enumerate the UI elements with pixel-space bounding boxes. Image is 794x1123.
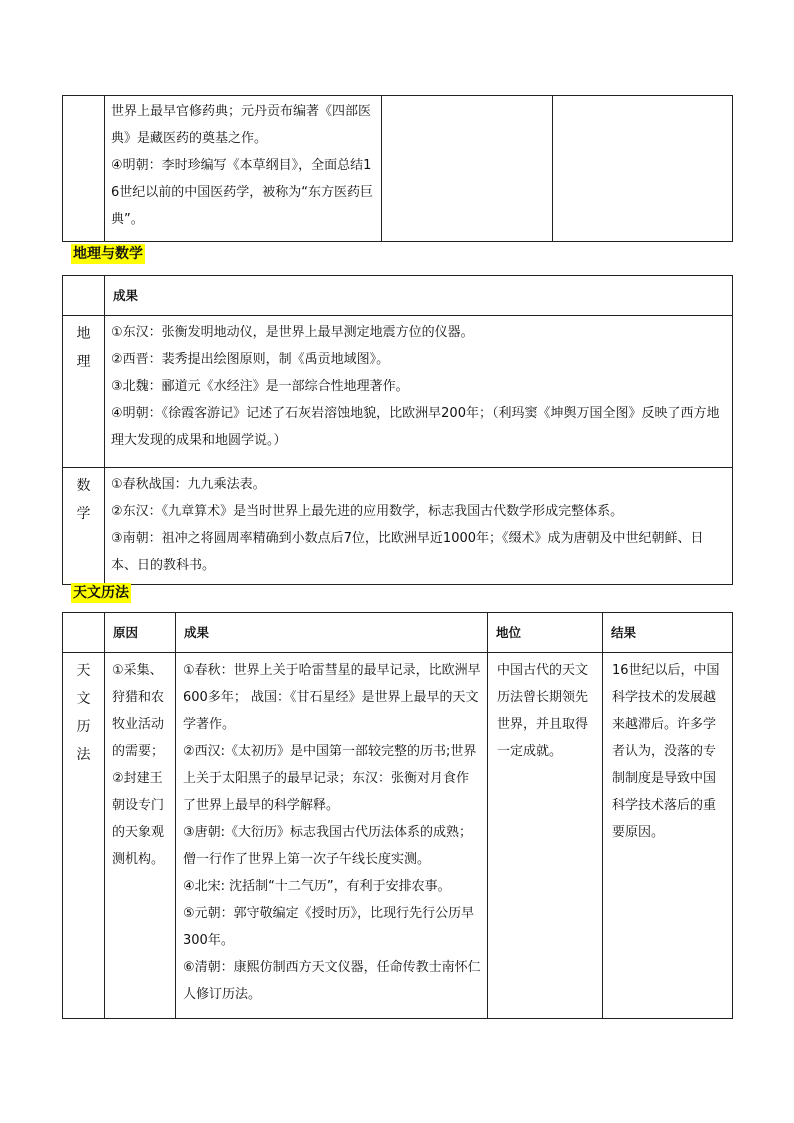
geo-math-table <box>62 275 733 585</box>
math-item: ①春秋战国：九九乘法表。 <box>111 477 266 492</box>
cause-item: ②封建王朝设专门的天象观测机构。 <box>112 771 165 867</box>
astronomy-result-cell <box>603 653 733 1019</box>
medicine-result-cell <box>553 96 733 242</box>
achievement-item: ③唐朝:《大衍历》标志我国古代历法体系的成熟；僧一行作了世界上第一次子午线长度实测。 <box>183 825 473 867</box>
geo-item: ④明朝：《徐霞客游记》记述了石灰岩溶蚀地貌，比欧洲早200年；（利玛窦《坤舆万国全图》反映了西方地理大发现的成果和地圆学说。） <box>111 406 720 448</box>
astronomy-header-blank <box>63 613 105 653</box>
geo-items-cell <box>105 316 733 468</box>
geo-item: ①东汉：张衡发明地动仪，是世界上最早测定地震方位的仪器。 <box>111 325 474 340</box>
geo-math-header-achievement: 成果 <box>105 276 733 316</box>
math-label-text: 数学 <box>76 478 91 522</box>
astronomy-header-result: 结果 <box>603 613 733 653</box>
achievement-item: ②西汉:《太初历》是中国第一部较完整的历书;世界上关于太阳黑子的最早记录；东汉：张衡对月食作了世界上最早的科学解释。 <box>183 744 477 813</box>
math-item: ③南朝：祖冲之将圆周率精确到小数点后7位，比欧洲早近1000年；《缀术》成为唐朝及中世纪朝鲜、日本、日的教科书。 <box>111 531 704 573</box>
geo-item: ②西晋：裴秀提出绘图原则，制《禹贡地域图》。 <box>111 352 390 367</box>
achievement-item: ④北宋: 沈括制“十二气历”，有利于安排农事。 <box>183 879 451 894</box>
section-title-geo-math: 地理与数学 <box>73 246 143 262</box>
result-text: 16世纪以后，中国科学技术的发展越来越滞后。许多学者认为，没落的专制制度是导致中国科学技术落后的重要原因。 <box>612 663 720 840</box>
astronomy-achievements-cell <box>176 653 488 1019</box>
astronomy-table <box>62 612 733 1019</box>
geo-math-header-blank <box>63 276 105 316</box>
astronomy-header-status: 地位 <box>488 613 603 653</box>
achievement-item: ①春秋：世界上关于哈雷彗星的最早记录，比欧洲早600多年； 战国：《甘石星经》是世界上最早的天文学著作。 <box>183 663 481 732</box>
status-text: 中国古代的天文历法曾长期领先世界，并且取得一定成就。 <box>497 663 589 759</box>
medicine-line: 世界上最早官修药典；元丹贡布编著《四部医典》是藏医药的奠基之作。 <box>111 104 372 146</box>
medicine-label-cell <box>63 96 105 242</box>
geo-label <box>63 316 105 468</box>
geo-label-text: 地理 <box>76 326 91 370</box>
medicine-achievement-cell <box>105 96 382 242</box>
astronomy-header-achievement: 成果 <box>176 613 488 653</box>
astronomy-label <box>63 653 105 1019</box>
achievement-item: ⑤元朝：郭守敬编定《授时历》，比现行先行公历早300年。 <box>183 906 475 948</box>
math-label <box>63 468 105 585</box>
math-items-cell <box>105 468 733 585</box>
astronomy-header-cause: 原因 <box>105 613 176 653</box>
section-title-astronomy: 天文历法 <box>73 585 129 601</box>
astronomy-causes-cell <box>105 653 176 1019</box>
medicine-line: ④明朝：李时珍编写《本草纲目》，全面总结16世纪以前的中国医药学，被称为“东方医药巨典”。 <box>111 158 374 227</box>
math-item: ②东汉：《九章算术》是当时世界上最先进的应用数学，标志我国古代数学形成完整体系。 <box>111 504 624 519</box>
achievement-item: ⑥清朝：康熙仿制西方天文仪器，任命传教士南怀仁人修订历法。 <box>183 960 481 1002</box>
geo-item: ③北魏：郦道元《水经注》是一部综合性地理著作。 <box>111 379 409 394</box>
cause-item: ①采集、狩猎和农牧业活动的需要； <box>112 663 165 759</box>
astronomy-label-text: 天文历法 <box>76 663 91 763</box>
astronomy-status-cell <box>488 653 603 1019</box>
medicine-table <box>62 95 733 242</box>
medicine-status-cell <box>382 96 553 242</box>
